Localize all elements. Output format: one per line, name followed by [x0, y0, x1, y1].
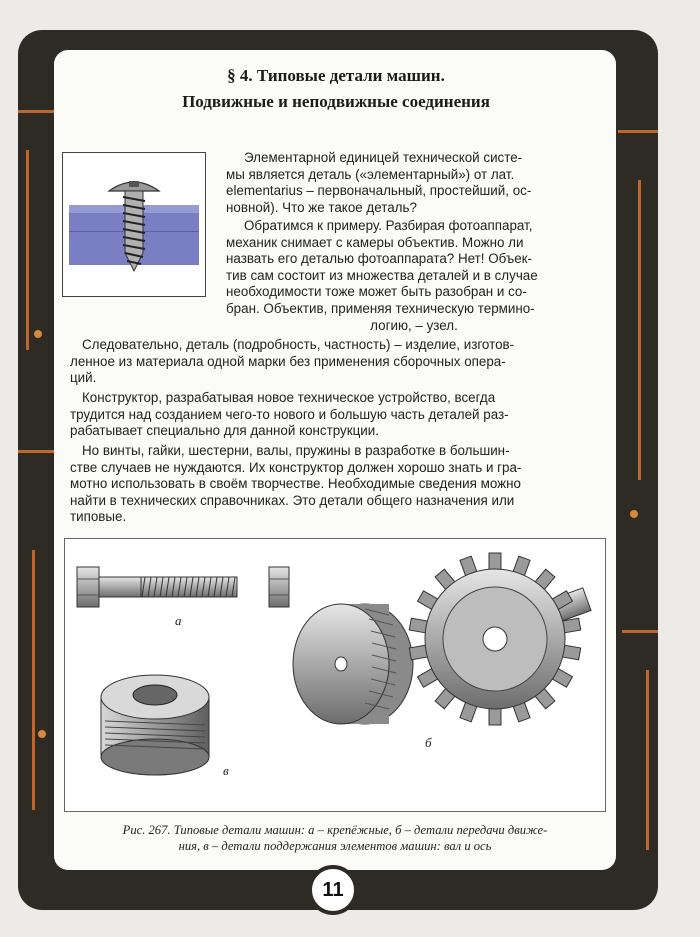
page-number: 11 — [308, 865, 358, 915]
text-line: назвать его деталью фотоаппарата? Нет! Объек- — [226, 251, 532, 267]
text-line: трудится над созданием чего-то нового и большую часть деталей раз- — [70, 406, 509, 422]
text-line: найти в технических справочниках. Это детали общего назначения или — [70, 492, 515, 508]
text-line: Обратимся к примеру. Разбирая фотоаппарат, — [244, 218, 533, 233]
text-line: тив сам состоит из множества деталей и в случае — [226, 267, 538, 283]
paragraph-2 — [226, 218, 602, 334]
text-line: рабатывает специально для данной конструкции. — [70, 423, 379, 439]
text-line: ций. — [70, 370, 97, 386]
text-line: механик снимает с камеры объектив. Можно ли — [226, 234, 524, 250]
text-line: типовые. — [70, 509, 127, 525]
machine-parts-figure — [64, 538, 606, 812]
text-line: ленное из материала одной марки без применения сборочных опера- — [70, 353, 506, 369]
text-line: бран. Объектив, применяя техническую термино- — [226, 300, 535, 316]
paragraph-1 — [226, 150, 602, 216]
text-line: мотно использовать в своём творчестве. Необходимые сведения можно — [70, 476, 521, 492]
bolt-illustration — [77, 567, 237, 607]
paragraph-3 — [70, 337, 602, 387]
screw-illustration — [62, 152, 206, 297]
figure-caption-line-2: ния, в – детали поддержания элементов машин: вал и ось — [178, 839, 492, 853]
threaded-bushing-illustration — [101, 675, 209, 775]
text-line: стве случаев не нуждаются. Их конструктор должен хорошо знать и гра- — [70, 459, 522, 475]
nut-illustration — [269, 567, 289, 607]
section-title: § 4. Типовые детали машин. — [227, 66, 445, 85]
section-subtitle: Подвижные и неподвижные соединения — [182, 92, 490, 111]
text-line: elementarius – первоначальный, простейший, ос- — [226, 183, 532, 199]
paragraph-4 — [70, 390, 602, 440]
figure-label-v: в — [223, 763, 229, 778]
text-line: Конструктор, разрабатывая новое техническое устройство, всегда — [82, 390, 496, 405]
text-line: Элементарной единицей технической систе- — [244, 150, 523, 165]
text-line: логию, – узел. — [370, 317, 458, 333]
figure-caption-line-1: Рис. 267. Типовые детали машин: а – крепёжные, б – детали передачи движе- — [122, 823, 548, 837]
text-line: мы является деталь («элементарный») от лат. — [226, 166, 515, 182]
gear-illustration — [409, 553, 591, 725]
text-line: новной). Что же такое деталь? — [226, 199, 417, 215]
figure-label-b: б — [425, 735, 432, 750]
text-line: необходимости тоже может быть разобран и со- — [226, 284, 527, 300]
disc-illustration — [293, 604, 413, 724]
paragraph-5 — [70, 443, 602, 526]
text-line: Но винты, гайки, шестерни, валы, пружины в разработке в большин- — [82, 443, 510, 458]
figure-label-a: а — [175, 613, 182, 628]
text-line: Следовательно, деталь (подробность, частность) – изделие, изготов- — [82, 337, 515, 352]
